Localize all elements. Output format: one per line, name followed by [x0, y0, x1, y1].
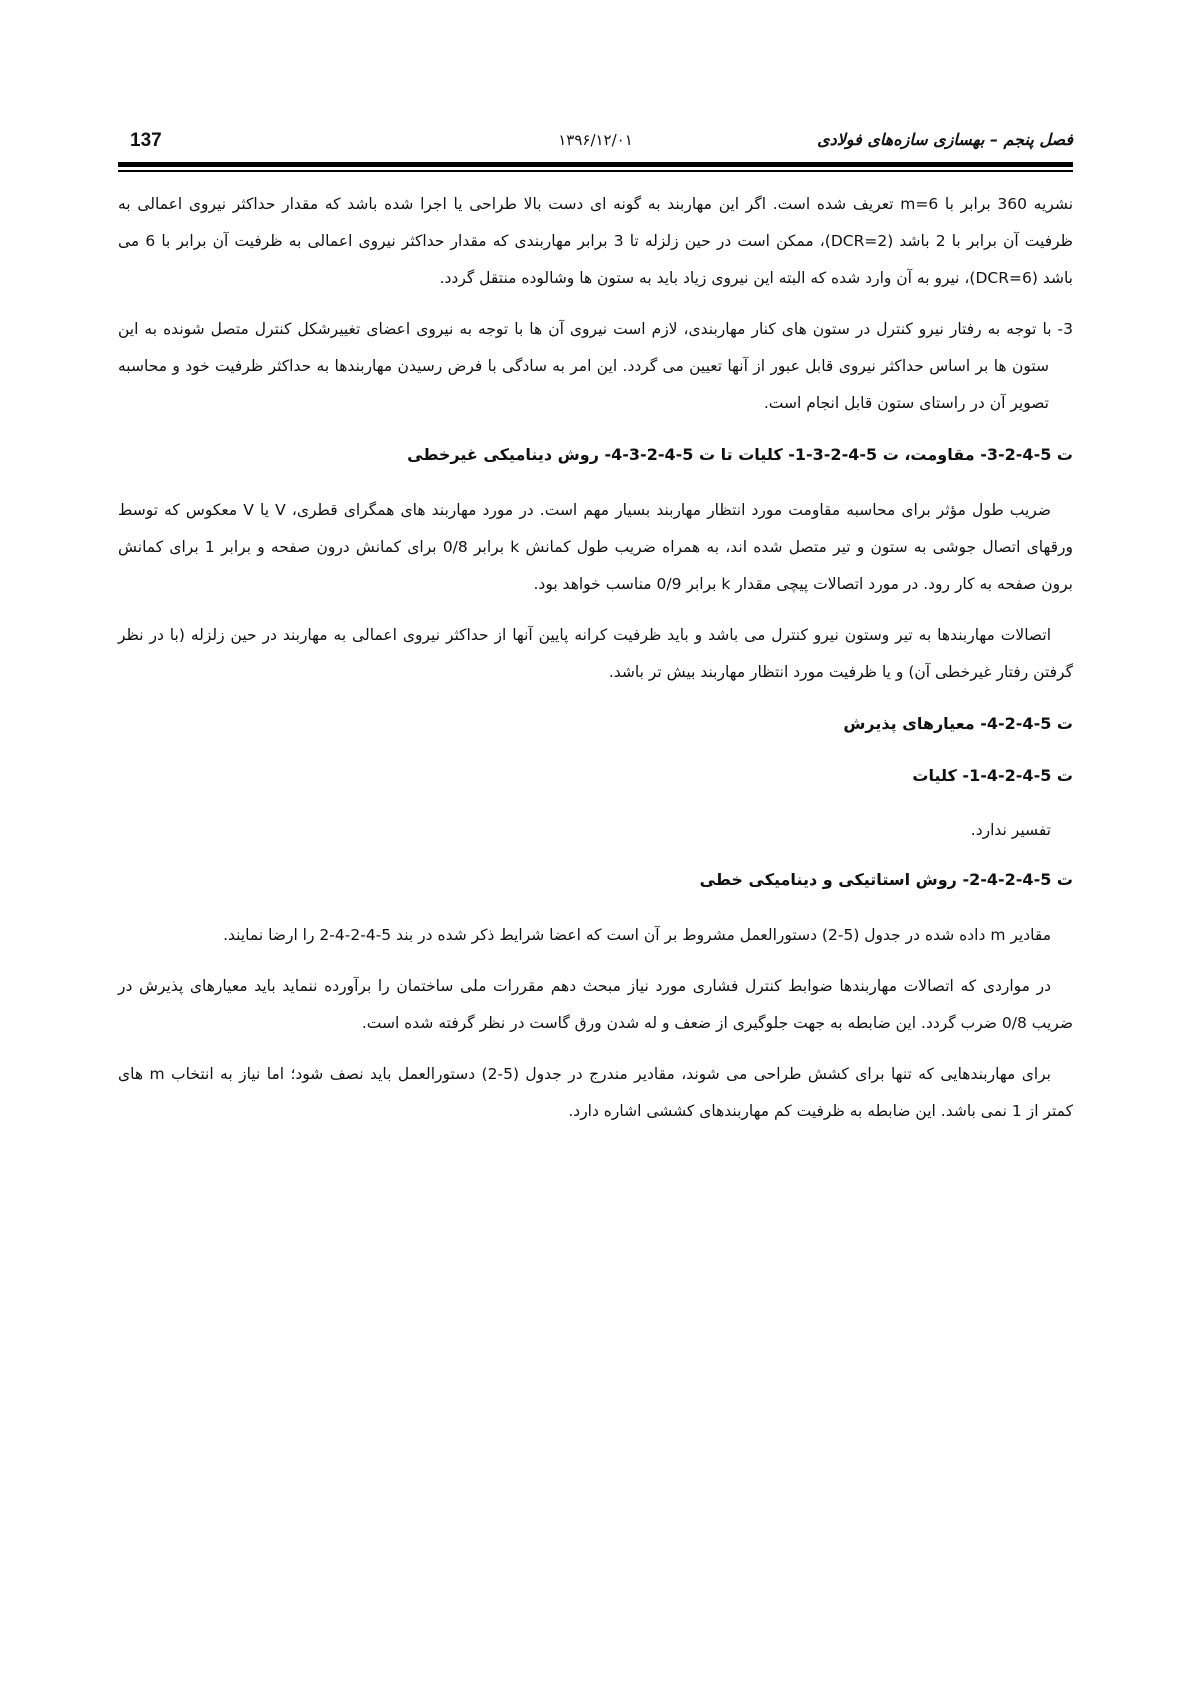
page-number: 137: [130, 130, 162, 151]
section-heading-resistance: ت 5-4-2-3- مقاومت، ت 5-4-2-3-1- کلیات تا ت 5-4-2-3-4- روش دینامیکی غیرخطی: [407, 445, 1073, 464]
paragraph: در مواردی که اتصالات مهاربندها ضوابط کنترل فشاری مورد نیاز مبحث دهم مقررات ملی ساختمان را برآورده ننماید باید معیارهای پذیرش در ضریب 0/8 ضرب گردد. این ضابطه به جهت جلوگیری از ضعف و له شدن ورق گاست در نظر گرفته شده است.: [118, 977, 1073, 1032]
paragraph: مقادیر m داده شده در جدول (5-2) دستورالعمل مشروط بر آن است که اعضا شرایط ذکر شده در بند 5-4-2-4-2 را ارضا نمایند.: [223, 926, 1051, 944]
paragraph: اتصالات مهاربندها به تیر وستون نیرو کنترل می باشد و باید ظرفیت کرانه پایین آنها از حداکثر نیروی اعمالی به مهاربند در حین زلزله (با در نظر گرفتن رفتار غیرخطی آن) و یا ظرفیت مورد انتظار مهاربند بیش تر باشد.: [118, 626, 1073, 681]
section-heading-acceptance-criteria: ت 5-4-2-4- معیارهای پذیرش: [843, 714, 1073, 733]
chapter-title: فصل پنجم – بهسازی سازه‌های فولادی: [817, 130, 1073, 149]
page-body: [118, 186, 1073, 1144]
paragraph: تفسیر ندارد.: [970, 821, 1051, 839]
list-item-3: 3- با توجه به رفتار نیرو کنترل در ستون های کنار مهاربندی، لازم است نیروی آن ها با توجه به نیروی اعضای تغییرشکل کنترل متصل شونده به این ستون ها بر اساس حداکثر نیروی قابل عبور از آنها تعیین می گردد. این امر به سادگی با فرض رسیدن مهاربندها به حداکثر ظرفیت خود و محاسبه تصویر آن در راستای ستون قابل انجام است.: [118, 320, 1073, 412]
section-heading-linear-procedures: ت 5-4-2-4-2- روش استاتیکی و دینامیکی خطی: [699, 870, 1073, 889]
paragraph: برای مهاربندهایی که تنها برای کشش طراحی می شوند، مقادیر مندرج در جدول (5-2) دستورالعمل باید نصف شود؛ اما نیاز به انتخاب m های کمتر از 1 نمی باشد. این ضابطه به ظرفیت کم مهاربندهای کششی اشاره دارد.: [118, 1065, 1073, 1120]
page-header: [118, 130, 1073, 160]
section-heading-general: ت 5-4-2-4-1- کلیات: [912, 766, 1073, 785]
header-rule-thin: [118, 170, 1073, 172]
paragraph: نشریه 360 برابر با m=6 تعریف شده است. اگر این مهاربند به گونه ای دست بالا طراحی یا اجرا شده باشد که مقدار حداکثر نیروی اعمالی به ظرفیت آن برابر با 2 باشد (DCR=2)، ممکن است در حین زلزله تا 3 برابر مهاربندی که مقدار حداکثر نیروی اعمالی به ظرفیت آن برابر با 6 می باشد (DCR=6)، نیرو به آن وارد شده که البته این نیروی زیاد باید به ستون ها وشالوده منتقل گردد.: [118, 195, 1074, 287]
header-rule-thick: [118, 162, 1073, 167]
paragraph: ضریب طول مؤثر برای محاسبه مقاومت مورد انتظار مهاربند بسیار مهم است. در مورد مهاربند های همگرای قطری، V یا V معکوس که توسط ورقهای اتصال جوشی به ستون و تیر متصل شده اند، به همراه ضریب طول کمانش k برابر 0/8 برای کمانش درون صفحه و برابر 1 برای کمانش برون صفحه به کار رود. در مورد اتصالات پیچی مقدار k برابر 0/9 مناسب خواهد بود.: [118, 501, 1073, 593]
header-date: ۱۳۹۶/۱۲/۰۱: [558, 131, 633, 149]
